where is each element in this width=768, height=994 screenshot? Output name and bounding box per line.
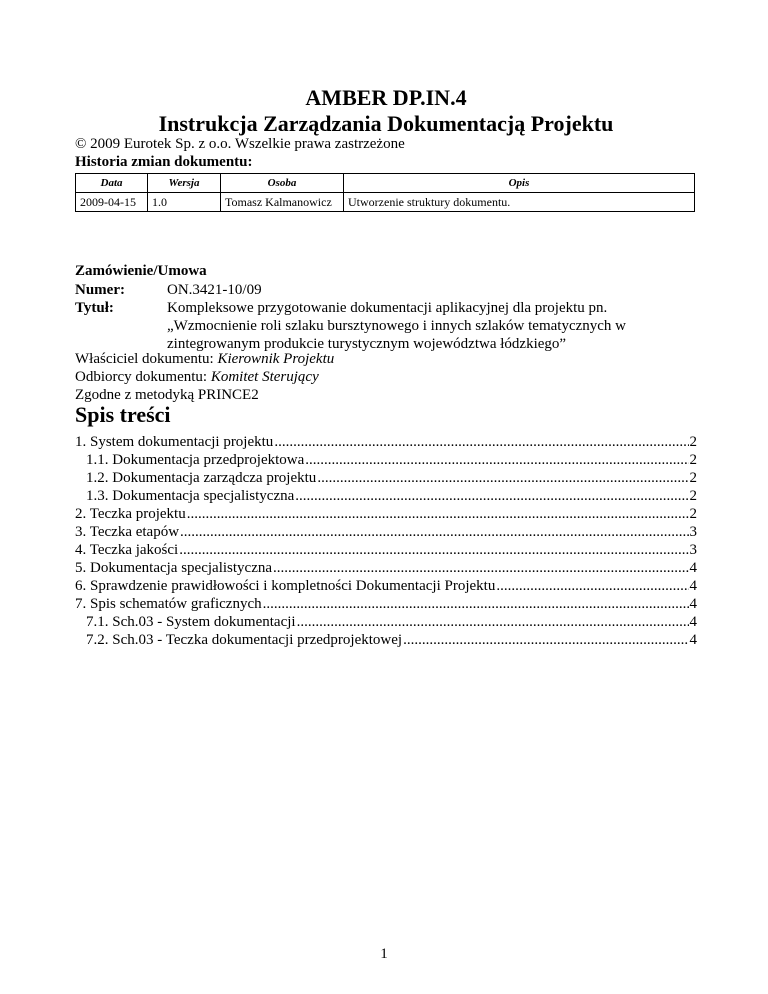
toc-entry-text: 1.1. Dokumentacja przedprojektowa — [86, 452, 305, 468]
toc-entry-text: 1.2. Dokumentacja zarządcza projektu — [86, 470, 317, 486]
toc-entry[interactable] — [75, 433, 697, 452]
history-heading: Historia zmian dokumentu: — [75, 154, 253, 170]
toc-page-number: 4 — [689, 614, 697, 630]
toc-leader-dots — [263, 595, 689, 614]
title-value-line3: zintegrowanym produkcie turystycznym województwa łódzkiego” — [167, 336, 567, 352]
toc-entry-text: 7.2. Sch.03 - Teczka dokumentacji przedprojektowej — [86, 632, 403, 648]
title-value-line2: „Wzmocnienie roli szlaku bursztynowego i innych szlaków tematycznych w — [167, 318, 627, 334]
toc-entry[interactable] — [75, 559, 697, 578]
column-header-version: Wersja — [148, 174, 221, 193]
toc-leader-dots — [295, 487, 688, 506]
toc-page-number: 2 — [689, 434, 697, 450]
toc-entry[interactable] — [75, 523, 697, 542]
column-header-person: Osoba — [221, 174, 344, 193]
cell-date: 2009-04-15 — [76, 193, 148, 212]
toc-leader-dots — [403, 631, 688, 650]
cell-person: Tomasz Kalmanowicz — [221, 193, 344, 212]
toc-page-number: 2 — [689, 452, 697, 468]
toc-page-number: 4 — [689, 560, 697, 576]
table-row — [76, 193, 695, 212]
toc-entry-text: 3. Teczka etapów — [75, 524, 180, 540]
toc-entry[interactable] — [75, 595, 697, 614]
toc-leader-dots — [273, 559, 688, 578]
copyright-notice: © 2009 Eurotek Sp. z o.o. Wszelkie prawa zastrzeżone — [75, 136, 405, 152]
toc-entry-text: 2. Teczka projektu — [75, 506, 186, 522]
number-label: Numer: — [75, 282, 125, 298]
column-header-date: Data — [76, 174, 148, 193]
document-subtitle: Instrukcja Zarządzania Dokumentacją Projektu — [158, 111, 614, 136]
owner-line — [75, 350, 334, 368]
toc-entry-text: 1.3. Dokumentacja specjalistyczna — [86, 488, 295, 504]
toc-leader-dots — [187, 505, 689, 524]
toc-entry[interactable] — [75, 613, 697, 632]
toc-page-number: 2 — [689, 506, 697, 522]
title-value-line1: Kompleksowe przygotowanie dokumentacji aplikacyjnej dla projektu pn. — [167, 300, 608, 316]
toc-leader-dots — [274, 433, 688, 452]
toc-page-number: 3 — [689, 542, 697, 558]
recipients-value: Komitet Sterujący — [210, 369, 319, 385]
cell-description: Utworzenie struktury dokumentu. — [344, 193, 695, 212]
column-header-description: Opis — [344, 174, 695, 193]
toc-entry-text: 1. System dokumentacji projektu — [75, 434, 274, 450]
toc-entry[interactable] — [75, 451, 697, 470]
toc-page-number: 4 — [689, 596, 697, 612]
owner-label: Właściciel dokumentu: — [75, 351, 218, 367]
table-header-row — [76, 174, 695, 193]
toc-page-number: 2 — [689, 488, 697, 504]
order-heading: Zamówienie/Umowa — [75, 263, 207, 279]
toc-entry[interactable] — [75, 631, 697, 650]
recipients-line — [75, 368, 319, 386]
methodology-line: Zgodne z metodyką PRINCE2 — [75, 387, 259, 403]
toc-entry[interactable] — [75, 541, 697, 560]
cell-version: 1.0 — [148, 193, 221, 212]
toc-entry-text: 4. Teczka jakości — [75, 542, 179, 558]
toc-leader-dots — [180, 523, 688, 542]
recipients-label: Odbiorcy dokumentu: — [75, 369, 211, 385]
history-table — [75, 173, 695, 212]
toc-page-number: 4 — [689, 578, 697, 594]
number-value: ON.3421-10/09 — [167, 282, 262, 298]
toc-entry[interactable] — [75, 577, 697, 596]
toc-entry-text: 5. Dokumentacja specjalistyczna — [75, 560, 273, 576]
page-number: 1 — [380, 946, 388, 962]
toc-leader-dots — [496, 577, 688, 596]
toc-page-number: 2 — [689, 470, 697, 486]
document-title: AMBER DP.IN.4 — [305, 85, 467, 110]
toc-entry-text: 6. Sprawdzenie prawidłowości i kompletności Dokumentacji Projektu — [75, 578, 496, 594]
toc-entry-text: 7.1. Sch.03 - System dokumentacji — [86, 614, 296, 630]
toc-entry-text: 7. Spis schematów graficznych — [75, 596, 262, 612]
toc-leader-dots — [305, 451, 688, 470]
toc-entry[interactable] — [75, 487, 697, 506]
toc-leader-dots — [297, 613, 689, 632]
toc-page-number: 4 — [689, 632, 697, 648]
toc-leader-dots — [317, 469, 688, 488]
toc-entry[interactable] — [75, 469, 697, 488]
toc-leader-dots — [179, 541, 688, 560]
toc-entry[interactable] — [75, 505, 697, 524]
toc-heading: Spis treści — [75, 402, 171, 427]
toc-page-number: 3 — [689, 524, 697, 540]
owner-value: Kierownik Projektu — [217, 351, 335, 367]
title-label: Tytuł: — [75, 300, 114, 316]
